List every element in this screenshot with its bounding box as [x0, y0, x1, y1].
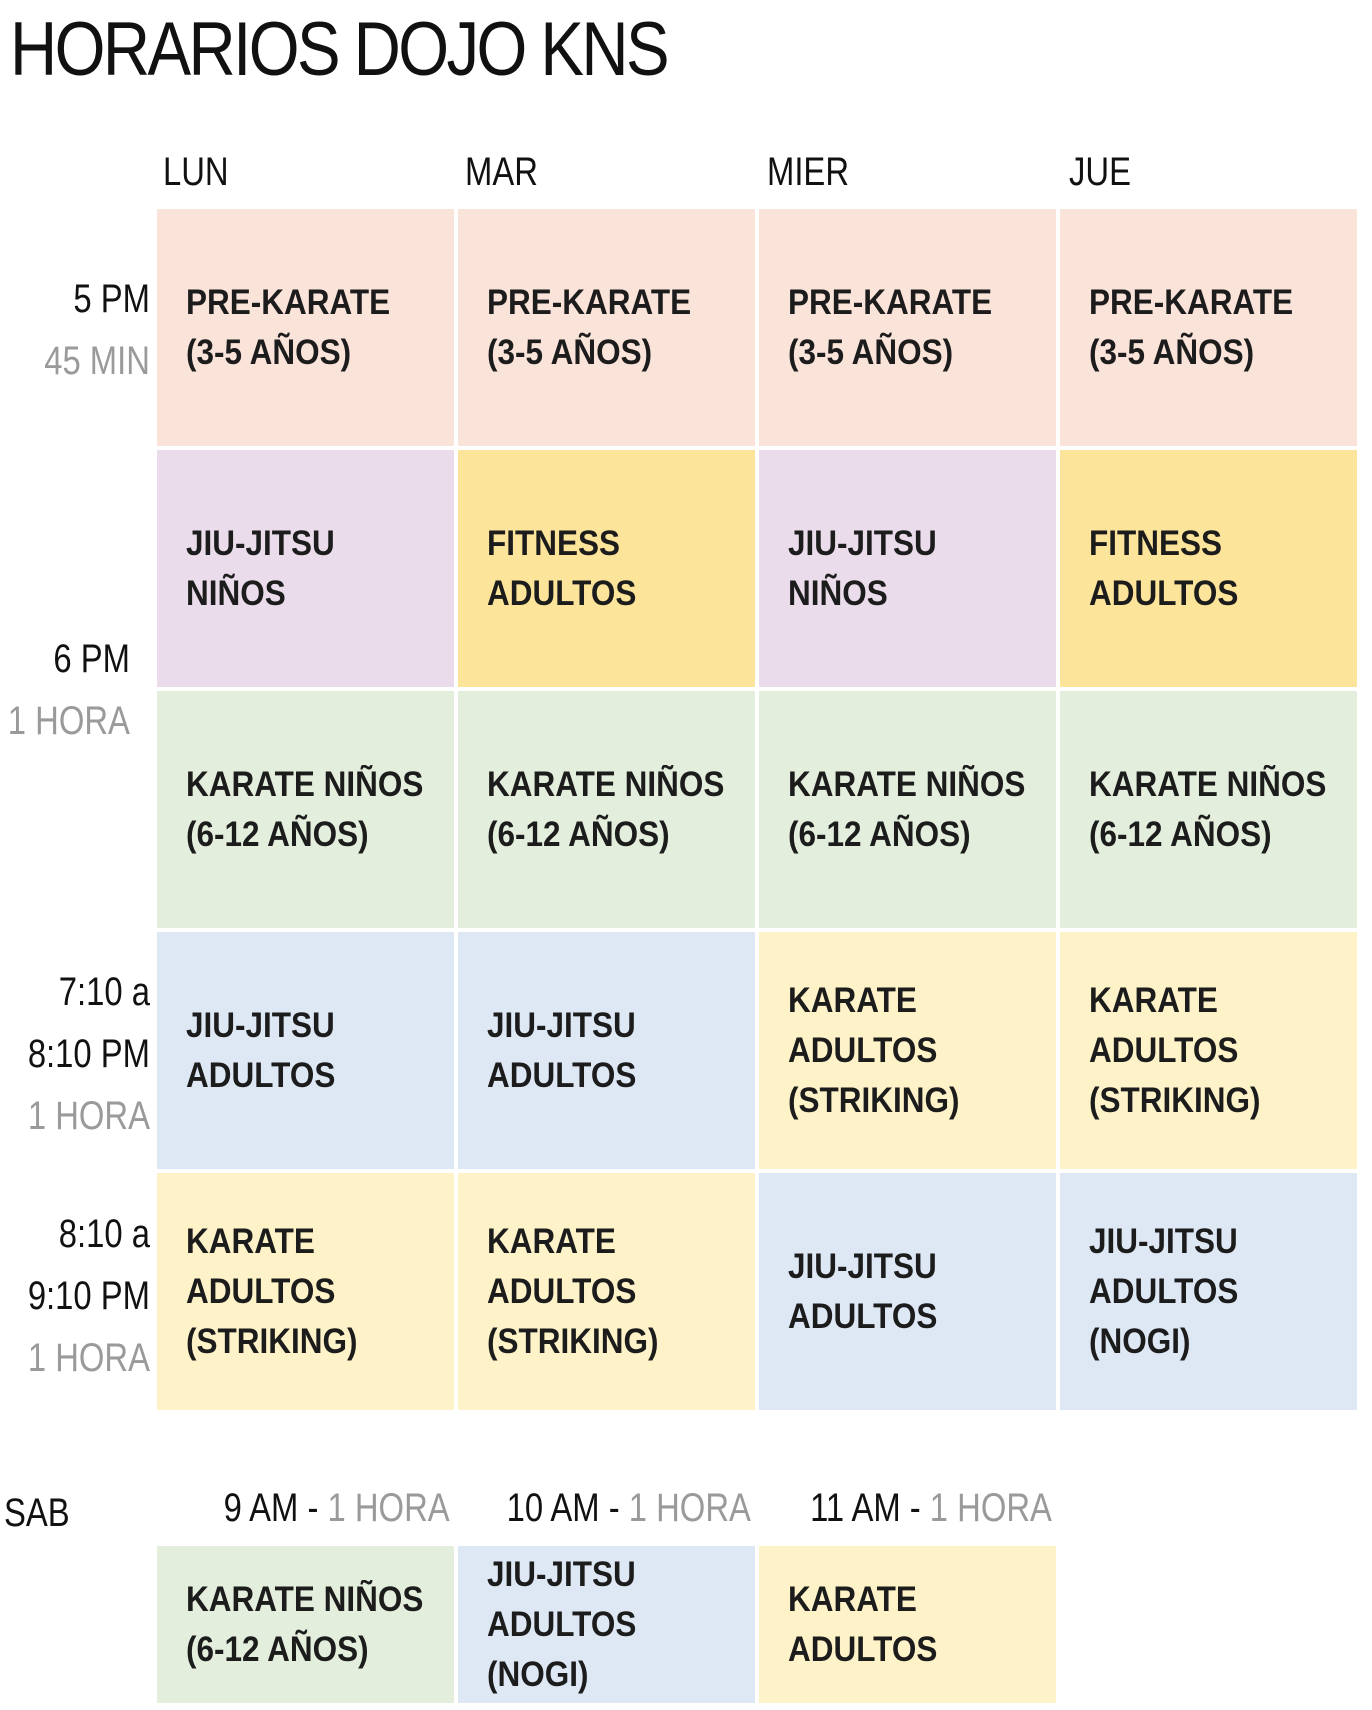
- time-label: 10 AM -: [506, 1486, 629, 1530]
- saturday-time-10am: [507, 1482, 751, 1534]
- duration-label: 1 HORA: [628, 1486, 751, 1530]
- day-header-lun: LUN: [163, 150, 229, 194]
- class-name: KARATE ADULTOS (STRIKING): [487, 1221, 659, 1361]
- duration-label: 45 MIN: [44, 339, 150, 383]
- time-label: 6 PM: [53, 637, 131, 681]
- class-cell: [458, 209, 755, 446]
- saturday-time-9am: [224, 1482, 450, 1534]
- duration-label: 1 HORA: [7, 699, 130, 743]
- class-name: JIU-JITSU ADULTOS: [788, 1246, 938, 1336]
- time-slot-710pm: [28, 961, 150, 1147]
- day-header-mar: MAR: [465, 150, 538, 194]
- day-header-jue: JUE: [1069, 150, 1131, 194]
- class-name: FITNESS ADULTOS: [1089, 523, 1239, 613]
- class-cell: [759, 209, 1056, 446]
- saturday-time-11am: [810, 1482, 1052, 1534]
- class-name: PRE-KARATE (3-5 AÑOS): [1089, 282, 1294, 372]
- class-name: JIU-JITSU ADULTOS: [186, 1005, 336, 1095]
- time-label-end: 9:10 PM: [27, 1274, 150, 1318]
- class-cell: [458, 691, 755, 928]
- class-name: KARATE ADULTOS (STRIKING): [186, 1221, 358, 1361]
- class-name: PRE-KARATE (3-5 AÑOS): [186, 282, 391, 372]
- time-slot-6pm: [8, 628, 130, 752]
- class-cell: [157, 932, 454, 1169]
- time-label: 9 AM -: [223, 1486, 328, 1530]
- class-cell: [1060, 209, 1357, 446]
- class-cell: [157, 209, 454, 446]
- class-name: JIU-JITSU ADULTOS (NOGI): [1089, 1221, 1239, 1361]
- class-name: JIU-JITSU NIÑOS: [186, 523, 335, 613]
- class-name: KARATE NIÑOS (6-12 AÑOS): [186, 1579, 424, 1669]
- class-name: PRE-KARATE (3-5 AÑOS): [788, 282, 993, 372]
- class-name: KARATE ADULTOS (STRIKING): [1089, 980, 1261, 1120]
- duration-label: 1 HORA: [27, 1094, 150, 1138]
- class-name: KARATE NIÑOS (6-12 AÑOS): [788, 764, 1026, 854]
- saturday-class-cell: [157, 1546, 454, 1703]
- class-cell: [1060, 691, 1357, 928]
- class-name: KARATE ADULTOS (STRIKING): [788, 980, 960, 1120]
- duration-label: 1 HORA: [27, 1336, 150, 1380]
- class-name: KARATE NIÑOS (6-12 AÑOS): [1089, 764, 1327, 854]
- time-slot-810pm: [28, 1203, 150, 1389]
- class-cell: [1060, 450, 1357, 687]
- class-cell: [759, 1173, 1056, 1410]
- class-cell: [759, 450, 1056, 687]
- class-cell: [157, 450, 454, 687]
- class-cell: [759, 932, 1056, 1169]
- class-cell: [759, 691, 1056, 928]
- class-name: KARATE NIÑOS (6-12 AÑOS): [186, 764, 424, 854]
- class-name: FITNESS ADULTOS: [487, 523, 637, 613]
- duration-label: 1 HORA: [929, 1486, 1052, 1530]
- time-label: 5 PM: [73, 277, 150, 321]
- page-title: HORARIOS DOJO KNS: [10, 7, 668, 92]
- class-cell: [157, 1173, 454, 1410]
- class-cell: [157, 691, 454, 928]
- time-slot-5pm: [44, 268, 150, 392]
- class-cell: [458, 1173, 755, 1410]
- class-name: KARATE ADULTOS: [788, 1579, 938, 1669]
- class-cell: [458, 450, 755, 687]
- class-cell: [458, 932, 755, 1169]
- day-header-mier: MIER: [767, 150, 849, 194]
- class-name: JIU-JITSU ADULTOS: [487, 1005, 637, 1095]
- time-label: 11 AM -: [810, 1486, 930, 1530]
- class-name: KARATE NIÑOS (6-12 AÑOS): [487, 764, 725, 854]
- class-name: PRE-KARATE (3-5 AÑOS): [487, 282, 692, 372]
- class-name: JIU-JITSU NIÑOS: [788, 523, 937, 613]
- duration-label: 1 HORA: [327, 1486, 450, 1530]
- saturday-label: SAB: [4, 1491, 70, 1535]
- time-label-start: 8:10 a: [58, 1212, 150, 1256]
- class-cell: [1060, 1173, 1357, 1410]
- saturday-class-cell: [759, 1546, 1056, 1703]
- time-label-end: 8:10 PM: [27, 1032, 150, 1076]
- class-cell: [1060, 932, 1357, 1169]
- saturday-class-cell: [458, 1546, 755, 1703]
- class-name: JIU-JITSU ADULTOS (NOGI): [487, 1554, 637, 1694]
- time-label-start: 7:10 a: [58, 970, 150, 1014]
